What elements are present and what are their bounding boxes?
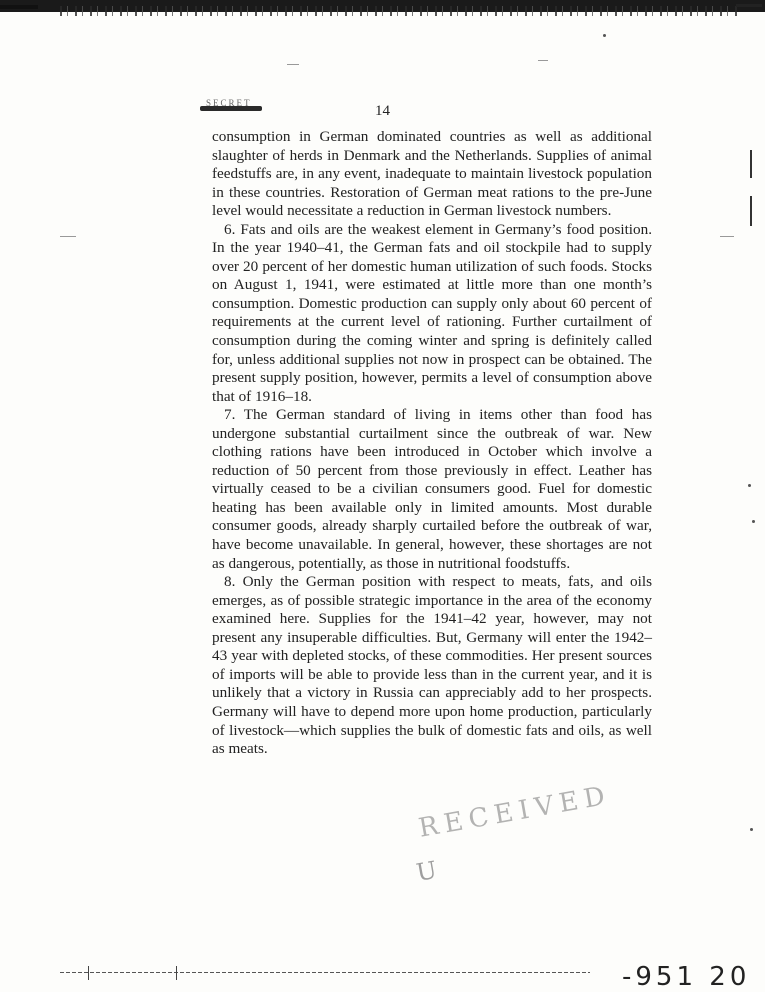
speck (287, 64, 299, 65)
scan-edge-mark (736, 4, 762, 7)
paragraph-7: 7. The German standard of living in items other than food has undergone substantial curtailment since the outbreak of war. New clothing rations have been introduced in October which involve a reduction of 50 percent from those previously in effect. Leather has virtually ceased to be a civilian consumers good. Fuel for domestic heating has been available only in limited amounts. Most durable consumer goods, already sharply curtailed before the outbreak of war, have become unavailable. In general, however, these shortages are not as dangerous, potentially, as those in nutritional foodstuffs. (212, 406, 652, 572)
scan-top-artifacts (60, 6, 740, 16)
classification-stamp: SECRET (206, 98, 252, 108)
page-number: 14 (375, 103, 390, 119)
paragraph-8: 8. Only the German position with respect to meats, fats, and oils emerges, as of possible strategic importance in the area of the economy examined here. Supplies for the 1941–42 year, however, may not present any insuperable difficulties. But, Germany will enter the 1942–43 year with depleted stocks, of these commodities. Her present sources of imports will be able to provide less than in the current year, and it is unlikely that a victory in Russia can appreciably add to her prospects. Germany will have to depend more upon home production, particularly of livestock—which supplies the bulk of domestic fats and oils, as well as meats. (212, 573, 652, 758)
received-stamp-line1: RECEIVED (416, 780, 613, 844)
margin-mark (750, 196, 752, 226)
received-stamp (405, 771, 619, 904)
document-body (212, 128, 652, 759)
paragraph-6: 6. Fats and oils are the weakest element in Germany’s food position. In the year 1940–41, the German fats and oil stockpile had to supply over 20 percent of her domestic human utilization of such foods. Stocks on August 1, 1941, were estimated at little more than one month’s consumption. Domestic production can supply only about 60 percent of requirements at the current level of rationing. Further curtailment of consumption during the coming winter and spring is definitely called for, unless additional supplies not now in prospect can be obtained. The present supply position, however, permits a level of consumption above that of 1916–18. (212, 220, 652, 405)
speck (60, 236, 76, 237)
speck (538, 60, 548, 61)
received-stamp-line2: U (414, 855, 440, 887)
speck (720, 236, 734, 237)
scan-tick (176, 966, 177, 980)
handwritten-number: -951 20 (622, 962, 751, 992)
margin-mark (750, 150, 752, 178)
scan-corner-mark (0, 5, 38, 9)
speck (750, 828, 753, 831)
scan-bottom-rule (60, 972, 590, 973)
speck (603, 34, 606, 37)
speck (752, 520, 755, 523)
paragraph-continuation: consumption in German dominated countries as well as additional slaughter of herds in Denmark and the Netherlands. Supplies of animal feedstuffs are, in any event, inadequate to maintain livestock population in these countries. Restoration of German meat rations to the pre-June level would necessitate a reduction in German livestock numbers. (212, 128, 652, 220)
speck (748, 484, 751, 487)
scan-tick (88, 966, 89, 980)
